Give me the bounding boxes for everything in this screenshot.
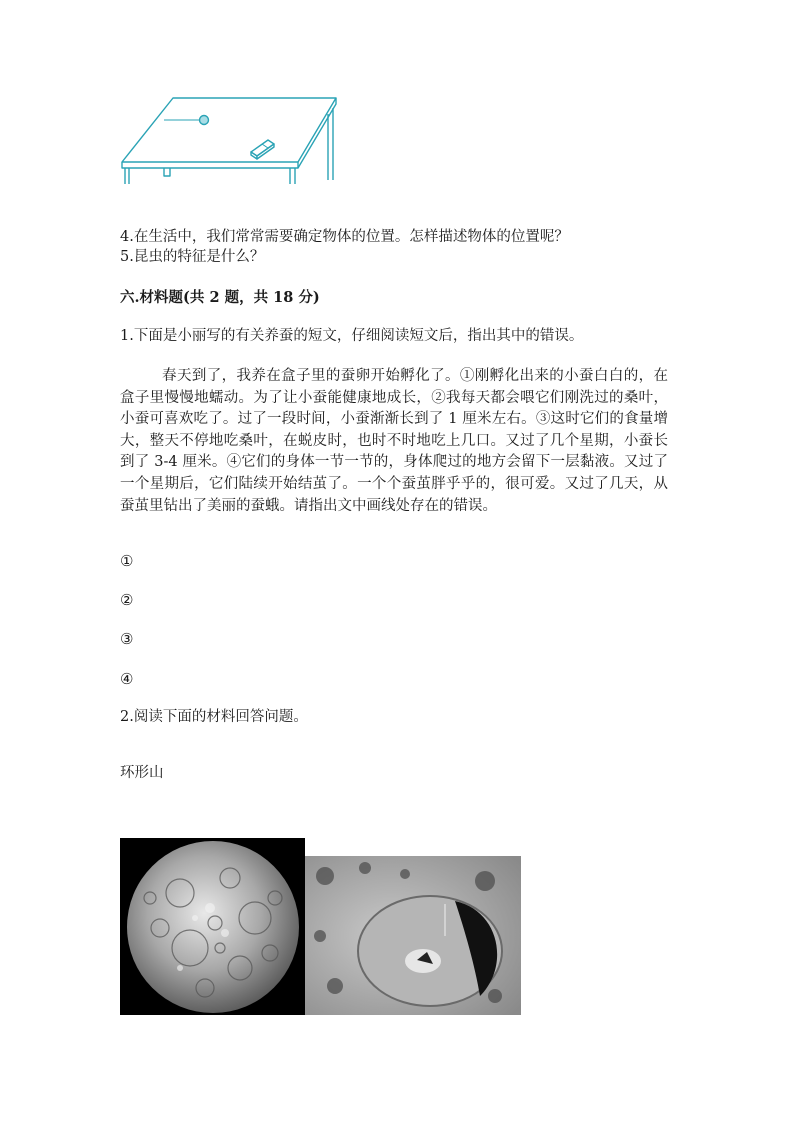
- answer-slot-1: ①: [120, 552, 134, 570]
- answer-slot-3: ③: [120, 630, 134, 648]
- material-2-subtitle: 环形山: [120, 765, 164, 781]
- tabletop: [122, 98, 336, 162]
- eraser: [251, 140, 274, 159]
- ball: [200, 116, 209, 125]
- moon-photo: [120, 838, 305, 1015]
- material-1-prompt: 1.下面是小丽写的有关养蚕的短文，仔细阅读短文后，指出其中的错误。: [120, 328, 584, 344]
- table-leg-back-left: [164, 168, 170, 176]
- crater-photo: [305, 856, 521, 1015]
- question-4: 4.在生活中，我们常常需要确定物体的位置。怎样描述物体的位置呢？: [120, 229, 569, 245]
- material-1-passage: 春天到了，我养在盒子里的蚕卵开始孵化了。①刚孵化出来的小蚕白白的，在盒子里慢慢地蠕动。为了让小蚕能健康地成长，②我每天都会喂它们刚洗过的桑叶，小蚕可喜欢吃了。过了一段时间，小蚕渐渐长到了 1 厘米左右。③这时它们的食量增大，整天不停地吃桑叶，在蜕皮时，也时不时地吃上几口。又过了几个星期，小蚕长到了 3-4 厘米。④它们的身体一节一节的，身体爬过的地方会留下一层黏液。又过了一个星期后，它们陆续开始结茧了。一个个蚕茧胖乎乎的，很可爱。又过了几天，从蚕茧里钻出了美丽的蚕蛾。请指出文中画线处存在的错误。: [120, 368, 668, 514]
- section-title: 六.材料题(共 2 题，共 18 分): [120, 289, 320, 306]
- answer-slot-2: ②: [120, 591, 134, 609]
- table-leg-front-left: [125, 168, 129, 184]
- table-leg-front-right: [290, 168, 295, 184]
- answer-slot-4: ④: [120, 670, 134, 688]
- table-diagram: [118, 92, 344, 188]
- table-leg-back-right: [328, 108, 333, 180]
- material-2-prompt: 2.阅读下面的材料回答问题。: [120, 709, 308, 725]
- question-5: 5.昆虫的特征是什么？: [120, 249, 265, 265]
- tabletop-front-edge: [122, 162, 298, 168]
